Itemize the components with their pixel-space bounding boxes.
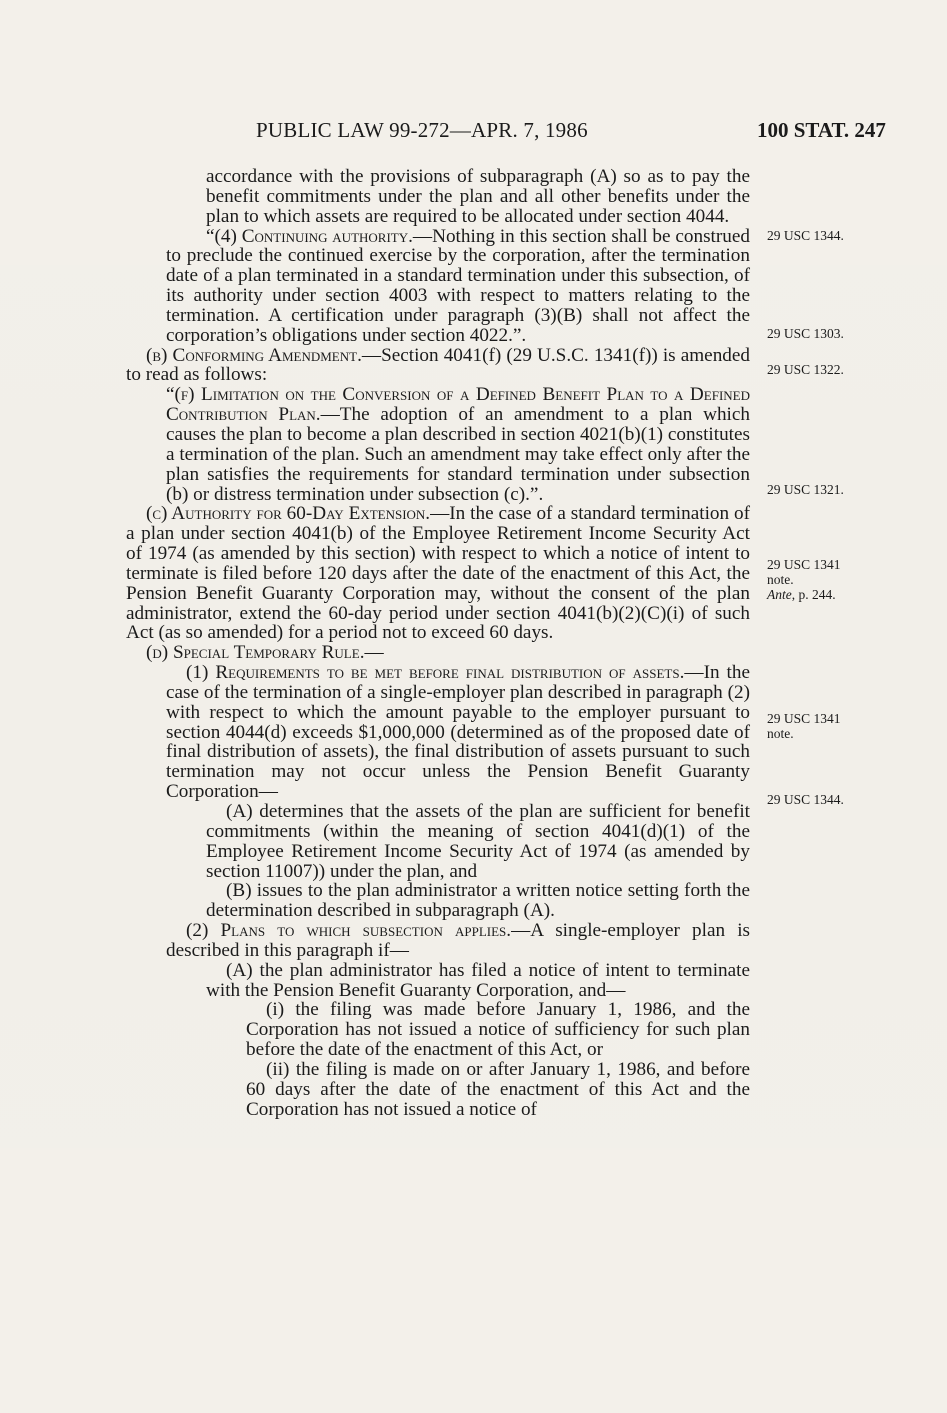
paragraph-limitation-conversion: “(f) Limitation on the Conversion of a Defined Benefit Plan to a Defined Contribution Plan.—The adoption of an amendment to a plan which causes the plan to become a plan described in section 4021(b)(1) constitutes a termination of the plan. Such an amendment may take effect only after the plan satisfies the requirements for standard termination under subsection (b) or distress termination under subsection (c).”. <box>166 384 750 505</box>
section-caption: (2) Plans to which subsection applies.— <box>186 920 531 942</box>
section-caption: (1) Requirements to be met before final distribution of assets.— <box>186 662 704 684</box>
running-header-title: PUBLIC LAW 99-272—APR. 7, 1986 <box>256 118 588 142</box>
margin-citation: 29 USC 1303. <box>767 326 844 341</box>
statute-body <box>126 167 750 1120</box>
subparagraph-b-issues: (B) issues to the plan administrator a written notice setting forth the determination described in subparagraph (A). <box>206 880 750 922</box>
page-number-header: 100 STAT. 247 <box>757 118 886 142</box>
paragraph-plans-subsection-applies: (2) Plans to which subsection applies.—A single-employer plan is described in this paragraph if— <box>166 920 751 961</box>
section-caption: (c) Authority for 60-Day Extension.— <box>146 503 450 525</box>
paragraph-authority-extension: (c) Authority for 60-Day Extension.—In the case of a standard termination of a plan under section 4041(b) of the Employee Retirement Income Security Act of 1974 (as amended by this section) with respect to which a notice of intent to terminate is filed before 120 days after the date of the enactment of this Act, the Pension Benefit Guaranty Corporation may, without the consent of the plan administrator, extend the 60-day period under section 4041(b)(2)(C)(i) of such Act (as so amended) for a period not to exceed 60 days. <box>126 503 750 644</box>
margin-citation: 29 USC 1321. <box>767 482 844 497</box>
subparagraph-a-determines: (A) determines that the assets of the plan are sufficient for benefit commitments (within the meaning of section 4041(d)(1) of the Employee Retirement Income Security Act of 1974 (as amended by section 11007)) under the plan, and <box>206 801 750 882</box>
margin-citation: 29 USC 1322. <box>767 362 844 377</box>
margin-citation-group: 29 USC 1341 note. <box>767 711 841 741</box>
margin-citation: 29 USC 1344. <box>767 228 844 243</box>
paragraph-continuation: accordance with the provisions of subparagraph (A) so as to pay the benefit commitments under the plan and all other benefits under the plan to which assets are required to be allocated under section 4044. <box>206 166 750 227</box>
margin-citation-group: 29 USC 1341 note. Ante, p. 244. <box>767 557 841 602</box>
paragraph-continuing-authority: “(4) Continuing authority.—Nothing in this section shall be construed to preclude the continued exercise by the corporation, after the termination date of a plan terminated in a standard termination under this subsection, of its authority under section 4003 with respect to matters relating to the termination. A certification under paragraph (3)(B) shall not affect the corporation’s obligations under section 4022.”. <box>166 225 750 346</box>
paragraph-requirements-final-distribution: (1) Requirements to be met before final distribution of assets.—In the case of the termination of a single-employer plan described in paragraph (2) with respect to which the amount payable to the employer pursuant to section 4044(d) exceeds $1,000,000 (determined as of the proposed date of final distribution of assets), the final distribution of assets pursuant to such termination may not occur unless the Pension Benefit Guaranty Corporation— <box>166 662 750 803</box>
subparagraph-a-plan-administrator: (A) the plan administrator has filed a notice of intent to terminate with the Pension Benefit Guaranty Corporation, and— <box>206 959 750 1001</box>
clause-i-filing-before: (i) the filing was made before January 1, 1986, and the Corporation has not issued a notice of sufficiency for such plan before the date of the enactment of this Act, or <box>246 999 750 1061</box>
margin-citation: 29 USC 1344. <box>767 792 844 807</box>
paragraph-special-temporary-rule <box>126 643 750 663</box>
section-caption: “(4) Continuing authority.— <box>206 225 433 247</box>
section-caption: (d) Special Temporary Rule.— <box>146 642 384 664</box>
paragraph-conforming-amendment: (b) Conforming Amendment.—Section 4041(f) (29 U.S.C. 1341(f)) is amended to read as follows: <box>126 344 750 386</box>
section-caption: (b) Conforming Amendment.— <box>146 344 382 366</box>
clause-ii-filing-after: (ii) the filing is made on or after January 1, 1986, and before 60 days after the date of the enactment of this Act and the Corporation has not issued a notice of <box>246 1058 750 1120</box>
section-caption: “(f) Limitation on the Conversion of a Defined Benefit Plan to a Defined Contribution Plan.— <box>166 384 750 426</box>
